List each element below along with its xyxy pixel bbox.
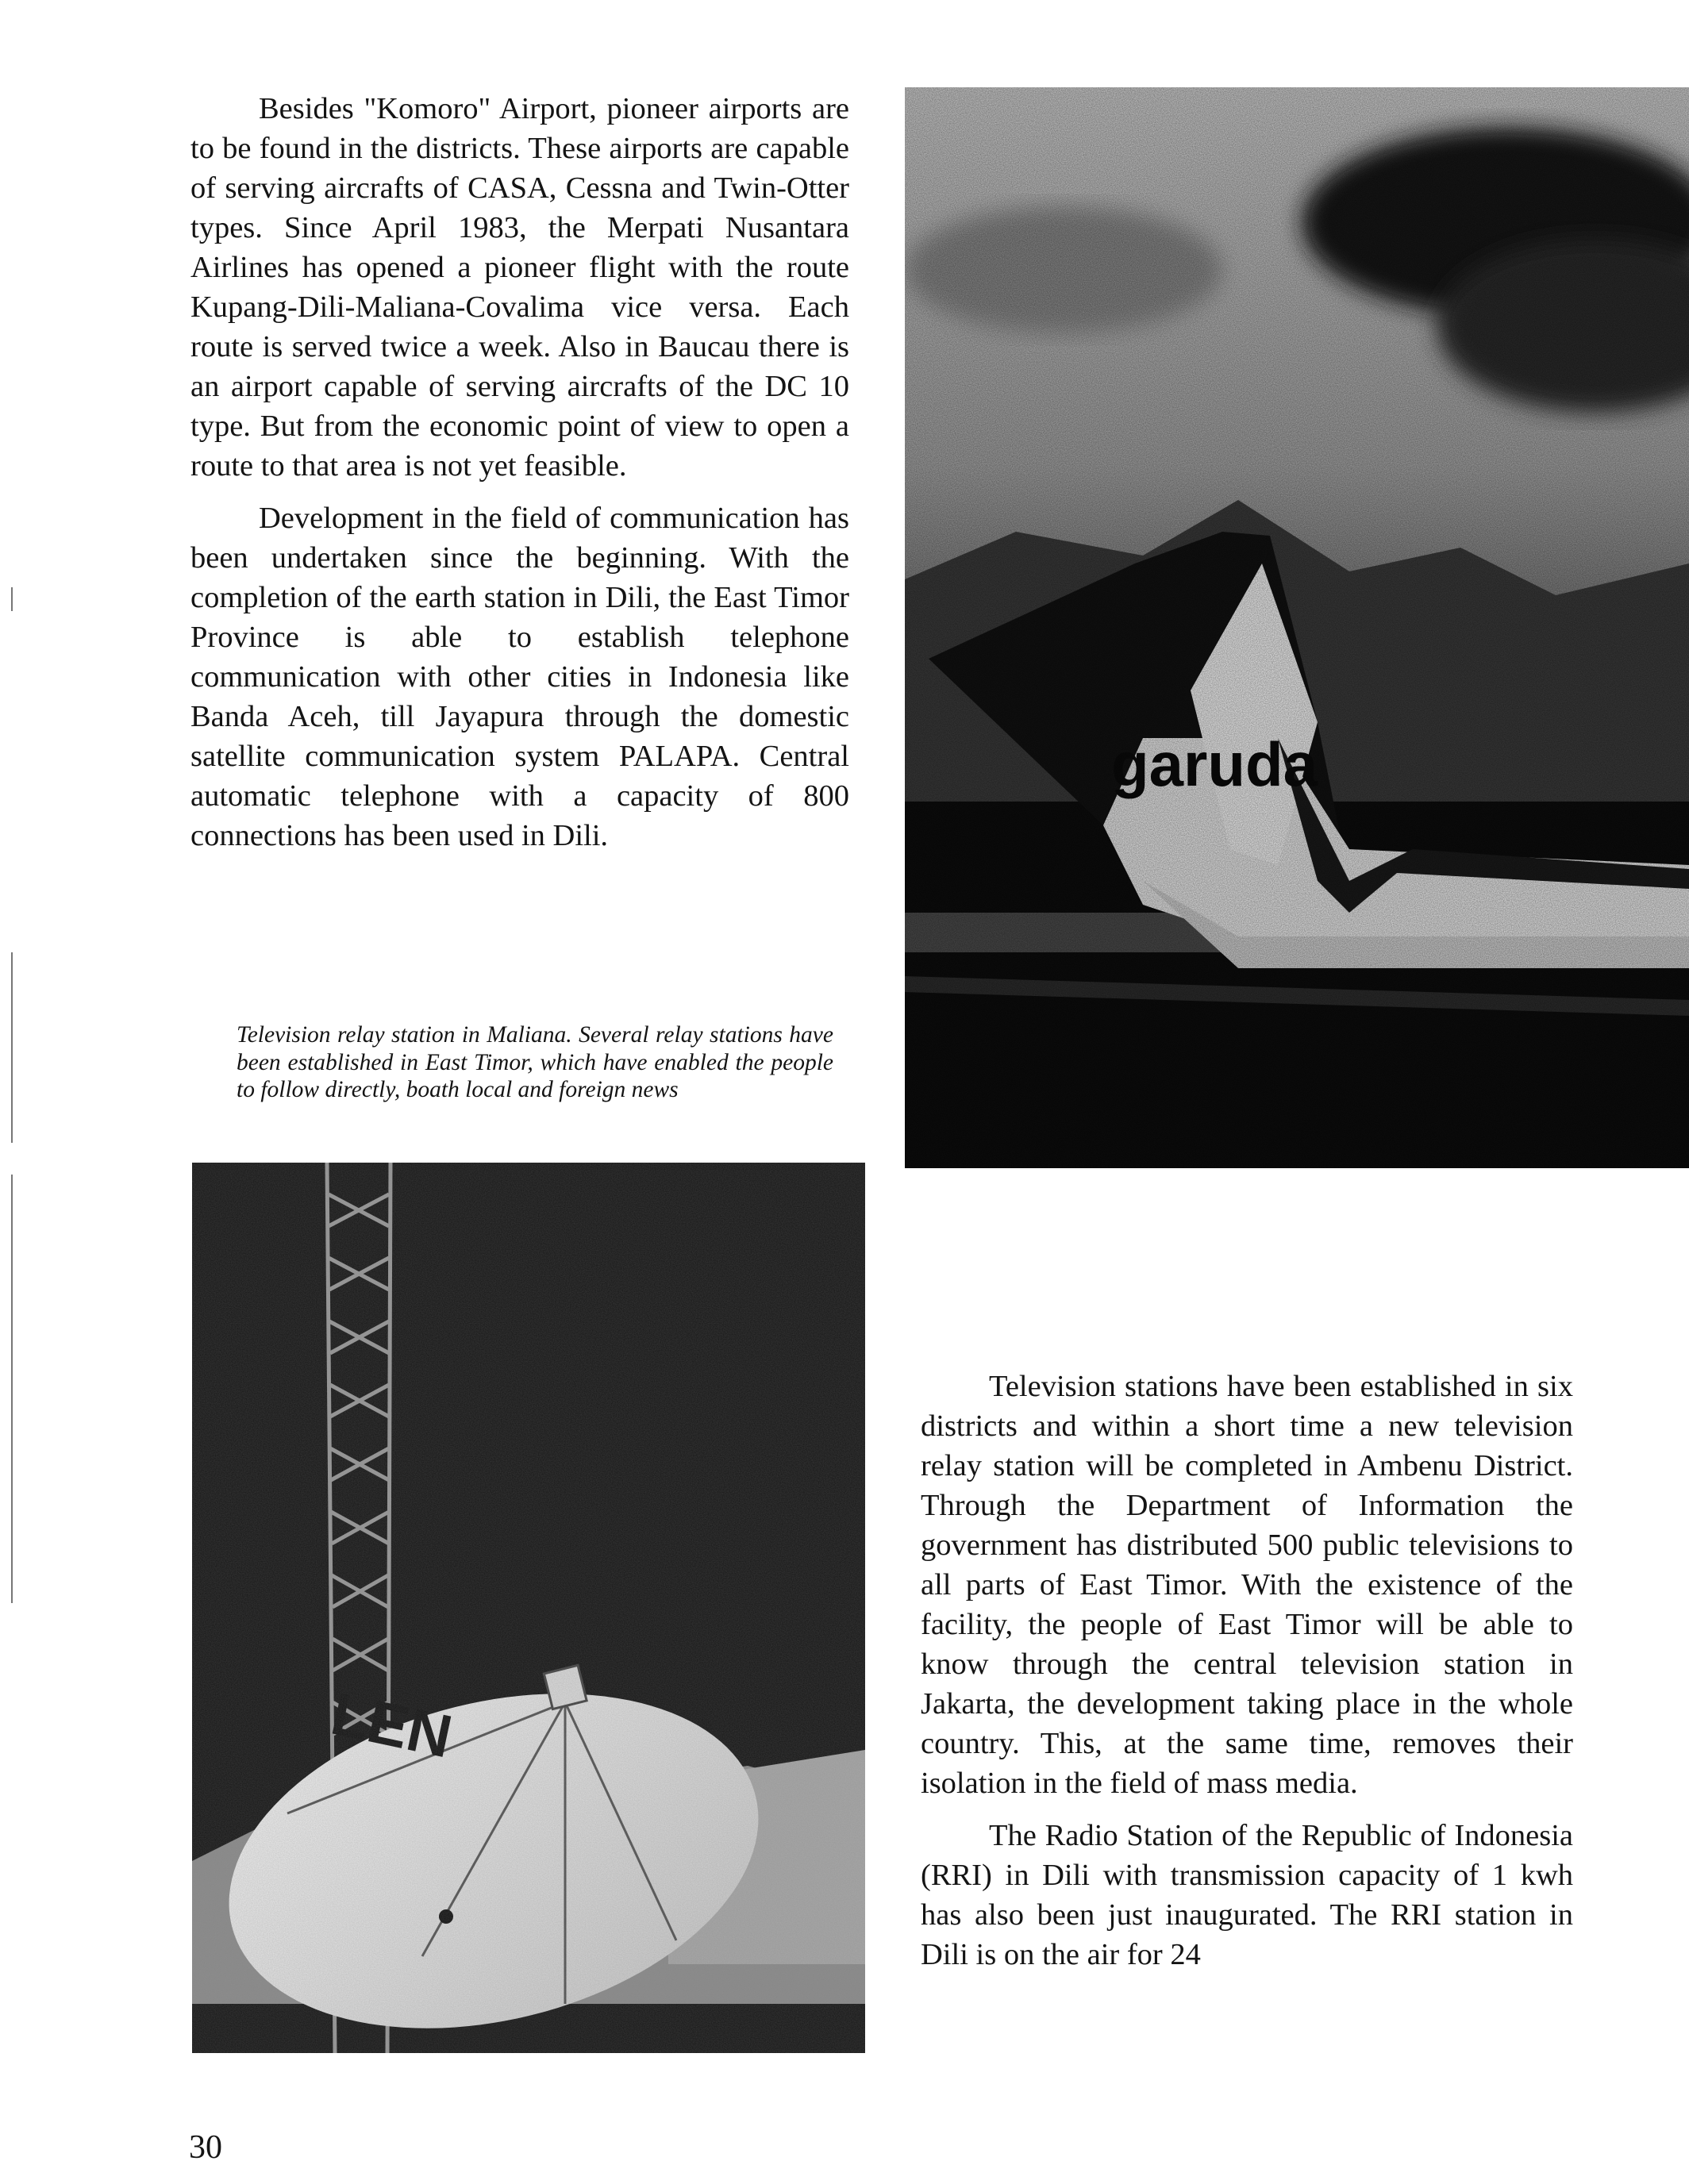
margin-mark <box>11 587 13 611</box>
garuda-airplane-photo <box>905 87 1689 1168</box>
margin-mark <box>11 1175 13 1603</box>
left-column-text <box>190 89 849 868</box>
right-column-text <box>921 1367 1573 1987</box>
paragraph-communication: Development in the field of communication has been undertaken since the beginning. With the completion of the earth station in Dili, the East Timor Province is able to establish telephone communication with other cities in Indonesia like Banda Aceh, till Jayapura through the domestic satellite communication system PALAPA. Central automatic telephone with a capacity of 800 connections has been used in Dili. <box>190 502 849 852</box>
satellite-dish-photo <box>192 1163 865 2053</box>
page-number: 30 <box>189 2129 222 2166</box>
paragraph-radio: The Radio Station of the Republic of Indonesia (RRI) in Dili with transmission capacity of 1 kwh has also been just inaugurated. The RRI station in Dili is on the air for 24 <box>921 1819 1573 1971</box>
photo-caption: Television relay station in Maliana. Several relay stations have been established in East Timor, which have enabled the people to follow directly, boath local and foreign news <box>237 1022 833 1102</box>
paragraph-television: Television stations have been established in six districts and within a short time a new television relay station will be completed in Ambenu District. Through the Department of Information the government has distributed 500 public televisions to all parts of East Timor. With the existence of the facility, the people of East Timor will be able to know through the central television station in Jakarta, the development taking place in the whole country. This, at the same time, removes their isolation in the field of mass media. <box>921 1370 1573 1800</box>
paragraph-airports: Besides "Komoro" Airport, pioneer airports are to be found in the districts. These airports are capable of serving aircrafts of CASA, Cessna and Twin-Otter types. Since April 1983, the Merpati Nusantara Airlines has opened a pioneer flight with the route Kupang-Dili-Maliana-Covalima vice versa. Each route is served twice a week. Also in Baucau there is an airport capable of serving aircrafts of the DC 10 type. But from the economic point of view to open a route to that area is not yet feasible. <box>190 92 849 483</box>
margin-mark <box>11 952 13 1143</box>
